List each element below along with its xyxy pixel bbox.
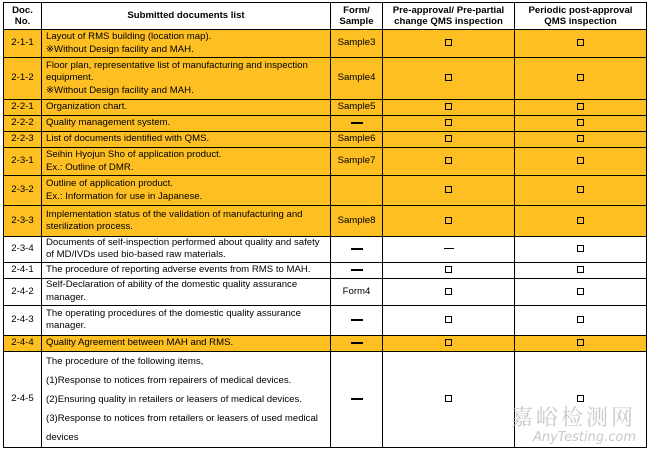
doc-number: 2-4-4 bbox=[4, 335, 42, 351]
checkbox-icon[interactable] bbox=[577, 316, 584, 323]
checkbox-icon[interactable] bbox=[445, 186, 452, 193]
checkbox-icon[interactable] bbox=[445, 288, 452, 295]
description-line: ※Without Design facility and MAH. bbox=[46, 84, 194, 96]
form-sample bbox=[331, 116, 383, 132]
description-line: Quality management system. bbox=[46, 117, 171, 129]
description-line: Seihin Hyojun Sho of application product. bbox=[46, 149, 222, 161]
periodic-cell bbox=[515, 351, 647, 447]
table-row bbox=[4, 132, 647, 148]
checkbox-icon[interactable] bbox=[577, 135, 584, 142]
not-applicable-dash bbox=[351, 248, 363, 250]
periodic-cell bbox=[515, 278, 647, 305]
not-applicable-dash bbox=[351, 319, 363, 321]
checkbox-icon[interactable] bbox=[445, 157, 452, 164]
form-sample bbox=[331, 351, 383, 447]
description-line: (2)Ensuring quality in retailers or leasers of medical devices. bbox=[46, 393, 302, 405]
periodic-cell bbox=[515, 335, 647, 351]
table-header-row bbox=[4, 3, 647, 30]
periodic-cell bbox=[515, 148, 647, 176]
checkbox-icon[interactable] bbox=[445, 135, 452, 142]
pre-approval-cell bbox=[383, 132, 515, 148]
periodic-cell bbox=[515, 176, 647, 206]
table-row bbox=[4, 262, 647, 278]
table-row bbox=[4, 176, 647, 206]
checkbox-icon[interactable] bbox=[577, 288, 584, 295]
document-description bbox=[42, 116, 331, 132]
document-description bbox=[42, 335, 331, 351]
document-description bbox=[42, 237, 331, 263]
form-sample: Sample4 bbox=[331, 58, 383, 100]
description-line: Quality Agreement between MAH and RMS. bbox=[46, 337, 234, 349]
periodic-cell bbox=[515, 305, 647, 335]
not-applicable-dash bbox=[351, 269, 363, 271]
checkbox-icon[interactable] bbox=[577, 103, 584, 110]
checkbox-icon[interactable] bbox=[577, 245, 584, 252]
description-line: (3)Response to notices from retailers or leasers of used medical devices bbox=[46, 412, 318, 443]
pre-approval-cell bbox=[383, 100, 515, 116]
doc-number: 2-3-4 bbox=[4, 237, 42, 263]
form-sample bbox=[331, 237, 383, 263]
pre-approval-cell bbox=[383, 278, 515, 305]
checkbox-icon[interactable] bbox=[445, 339, 452, 346]
checkbox-icon[interactable] bbox=[445, 74, 452, 81]
document-description bbox=[42, 305, 331, 335]
document-description bbox=[42, 100, 331, 116]
description-line: (1)Response to notices from repairers of medical devices. bbox=[46, 374, 292, 386]
checkbox-icon[interactable] bbox=[577, 39, 584, 46]
pre-approval-cell bbox=[383, 305, 515, 335]
document-description bbox=[42, 58, 331, 100]
table-row bbox=[4, 58, 647, 100]
description-line: The procedure of reporting adverse events from RMS to MAH. bbox=[46, 264, 311, 276]
checkbox-icon[interactable] bbox=[577, 339, 584, 346]
description-line: Floor plan, representative list of manufacturing and inspection equipment. bbox=[46, 59, 308, 84]
pre-approval-cell bbox=[383, 262, 515, 278]
periodic-cell bbox=[515, 206, 647, 237]
doc-number: 2-3-2 bbox=[4, 176, 42, 206]
form-sample: Form4 bbox=[331, 278, 383, 305]
form-sample: Sample3 bbox=[331, 30, 383, 58]
watermark-chinese: 嘉峪检测网 bbox=[510, 406, 636, 431]
table-row bbox=[4, 351, 647, 447]
checkbox-icon[interactable] bbox=[577, 395, 584, 402]
document-description bbox=[42, 262, 331, 278]
description-line: The procedure of the following items, bbox=[46, 355, 204, 367]
description-line: Layout of RMS building (location map). bbox=[46, 31, 212, 43]
doc-number: 2-2-2 bbox=[4, 116, 42, 132]
pre-approval-cell bbox=[383, 58, 515, 100]
checkbox-icon[interactable] bbox=[577, 74, 584, 81]
pre-approval-cell bbox=[383, 335, 515, 351]
periodic-cell bbox=[515, 116, 647, 132]
form-sample: Sample8 bbox=[331, 206, 383, 237]
checkbox-icon[interactable] bbox=[445, 217, 452, 224]
table-row bbox=[4, 100, 647, 116]
not-applicable-dash bbox=[444, 248, 454, 249]
form-sample: Sample6 bbox=[331, 132, 383, 148]
document-description bbox=[42, 148, 331, 176]
table-row bbox=[4, 116, 647, 132]
table-row bbox=[4, 335, 647, 351]
form-sample: Sample5 bbox=[331, 100, 383, 116]
periodic-cell bbox=[515, 58, 647, 100]
pre-approval-cell bbox=[383, 148, 515, 176]
not-applicable-dash bbox=[351, 122, 363, 124]
header-periodic: Periodic post-approval QMS inspection bbox=[515, 3, 647, 30]
description-line: The operating procedures of the domestic quality assurance manager. bbox=[46, 307, 301, 332]
periodic-cell bbox=[515, 237, 647, 263]
pre-approval-cell bbox=[383, 30, 515, 58]
periodic-cell bbox=[515, 132, 647, 148]
checkbox-icon[interactable] bbox=[445, 119, 452, 126]
description-line: Ex.: Outline of DMR. bbox=[46, 161, 134, 173]
doc-number: 2-1-1 bbox=[4, 30, 42, 58]
table-row bbox=[4, 305, 647, 335]
pre-approval-cell bbox=[383, 351, 515, 447]
description-line: List of documents identified with QMS. bbox=[46, 133, 210, 145]
description-line: Implementation status of the validation of manufacturing and sterilization process. bbox=[46, 208, 303, 232]
table-row bbox=[4, 148, 647, 176]
checkbox-icon[interactable] bbox=[445, 316, 452, 323]
checkbox-icon[interactable] bbox=[577, 119, 584, 126]
pre-approval-cell bbox=[383, 206, 515, 237]
watermark-english: AnyTesting.com bbox=[532, 430, 636, 445]
form-sample: Sample7 bbox=[331, 148, 383, 176]
document-description bbox=[42, 206, 331, 237]
checkbox-icon[interactable] bbox=[577, 266, 584, 273]
document-description bbox=[42, 30, 331, 58]
header-doc-no: Doc. No. bbox=[4, 3, 42, 30]
checkbox-icon[interactable] bbox=[445, 266, 452, 273]
pre-approval-cell bbox=[383, 176, 515, 206]
doc-number: 2-4-1 bbox=[4, 262, 42, 278]
periodic-cell bbox=[515, 30, 647, 58]
description-line: ※Without Design facility and MAH. bbox=[46, 43, 194, 55]
description-line: Self-Declaration of ability of the domestic quality assurance manager. bbox=[46, 279, 298, 303]
doc-number: 2-1-2 bbox=[4, 58, 42, 100]
header-form-sample: Form/ Sample bbox=[331, 3, 383, 30]
doc-number: 2-4-5 bbox=[4, 351, 42, 447]
checkbox-icon[interactable] bbox=[445, 395, 452, 402]
document-description bbox=[42, 176, 331, 206]
description-line: Documents of self-inspection performed about quality and safety of MD/IVDs used bio-based raw materials. bbox=[46, 237, 320, 261]
doc-number: 2-4-3 bbox=[4, 305, 42, 335]
doc-number: 2-3-3 bbox=[4, 206, 42, 237]
checkbox-icon[interactable] bbox=[445, 103, 452, 110]
checkbox-icon[interactable] bbox=[445, 39, 452, 46]
periodic-cell bbox=[515, 100, 647, 116]
not-applicable-dash bbox=[351, 398, 363, 400]
pre-approval-cell bbox=[383, 116, 515, 132]
checkbox-icon[interactable] bbox=[577, 186, 584, 193]
doc-number: 2-3-1 bbox=[4, 148, 42, 176]
description-line: Outline of application product. bbox=[46, 178, 173, 190]
description-line: Organization chart. bbox=[46, 101, 128, 113]
pre-approval-cell bbox=[383, 237, 515, 263]
document-description bbox=[42, 132, 331, 148]
header-submitted-documents: Submitted documents list bbox=[42, 3, 331, 30]
periodic-cell bbox=[515, 262, 647, 278]
form-sample bbox=[331, 305, 383, 335]
checkbox-icon[interactable] bbox=[577, 217, 584, 224]
form-sample bbox=[331, 176, 383, 206]
not-applicable-dash bbox=[351, 342, 363, 344]
checkbox-icon[interactable] bbox=[577, 157, 584, 164]
form-sample bbox=[331, 335, 383, 351]
table-row bbox=[4, 278, 647, 305]
header-pre-approval: Pre-approval/ Pre-partial change QMS inspection bbox=[383, 3, 515, 30]
doc-number: 2-4-2 bbox=[4, 278, 42, 305]
doc-number: 2-2-3 bbox=[4, 132, 42, 148]
table-row bbox=[4, 237, 647, 263]
table-row bbox=[4, 30, 647, 58]
form-sample bbox=[331, 262, 383, 278]
description-line: Ex.: Information for use in Japanese. bbox=[46, 190, 203, 202]
table-row bbox=[4, 206, 647, 237]
doc-number: 2-2-1 bbox=[4, 100, 42, 116]
submitted-documents-table bbox=[3, 2, 647, 448]
document-description bbox=[42, 278, 331, 305]
document-description bbox=[42, 351, 331, 447]
